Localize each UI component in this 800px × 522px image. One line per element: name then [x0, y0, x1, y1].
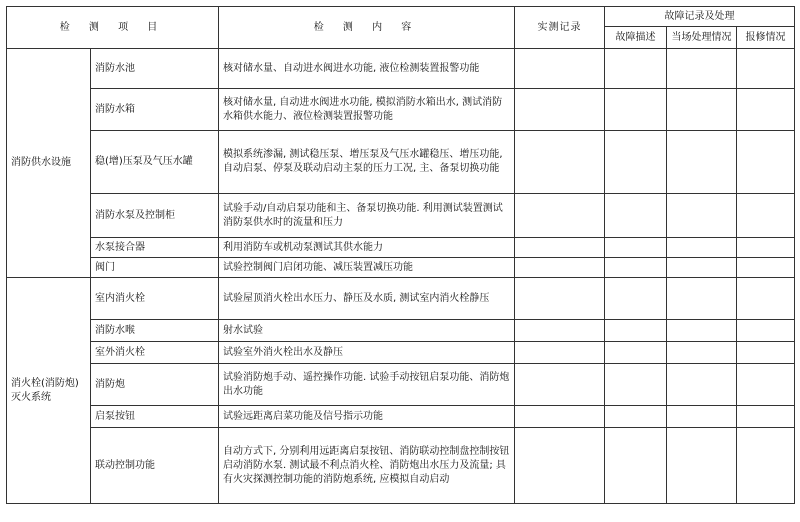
repair-cell[interactable]: [737, 364, 795, 406]
record-cell[interactable]: [515, 89, 605, 131]
onsite-cell[interactable]: [667, 406, 737, 428]
item-cell: 消防水喉: [91, 320, 219, 342]
repair-cell[interactable]: [737, 320, 795, 342]
header-fault-group: 故障记录及处理: [605, 7, 795, 27]
content-cell: 试验消防炮手动、遥控操作功能. 试验手动按钮启泵功能、消防炮出水功能: [219, 364, 515, 406]
content-cell: 射水试验: [219, 320, 515, 342]
header-repair: 报修情况: [737, 27, 795, 49]
repair-cell[interactable]: [737, 49, 795, 89]
record-cell[interactable]: [515, 49, 605, 89]
onsite-cell[interactable]: [667, 278, 737, 320]
header-content: 检 测 内 容: [219, 7, 515, 49]
header-item: 检 测 项 目: [7, 7, 219, 49]
content-cell: 核对储水量、自动进水阀进水功能, 液位检测装置报警功能: [219, 49, 515, 89]
onsite-cell[interactable]: [667, 364, 737, 406]
table-row: [7, 238, 795, 258]
item-cell: 消防水泵及控制柜: [91, 194, 219, 238]
content-cell: 自动方式下, 分别利用远距离启泵按钮、消防联动控制盘控制按钮启动消防水泵. 测试最不利点消火栓、消防炮出水压力及流量; 具有火灾探测控制功能的消防炮系统, 应模拟自动启动: [219, 428, 515, 504]
header-onsite: 当场处理情况: [667, 27, 737, 49]
table-row: [7, 49, 795, 89]
content-cell: 试验室外消火栓出水及静压: [219, 342, 515, 364]
fault-desc-cell[interactable]: [605, 89, 667, 131]
item-cell: 消防水箱: [91, 89, 219, 131]
record-cell[interactable]: [515, 194, 605, 238]
table-row: [7, 342, 795, 364]
repair-cell[interactable]: [737, 342, 795, 364]
record-cell[interactable]: [515, 342, 605, 364]
header-fault-desc: 故障描述: [605, 27, 667, 49]
repair-cell[interactable]: [737, 406, 795, 428]
fault-desc-cell[interactable]: [605, 320, 667, 342]
table-row: [7, 278, 795, 320]
content-cell: 核对储水量, 自动进水阀进水功能, 模拟消防水箱出水, 测试消防水箱供水能力、液位检测装置报警功能: [219, 89, 515, 131]
fault-desc-cell[interactable]: [605, 278, 667, 320]
content-cell: 试验控制阀门启闭功能、减压装置减压功能: [219, 258, 515, 278]
fault-desc-cell[interactable]: [605, 258, 667, 278]
content-cell: 试验远距离启菜功能及信号指示功能: [219, 406, 515, 428]
repair-cell[interactable]: [737, 194, 795, 238]
item-cell: 水泵接合器: [91, 238, 219, 258]
item-cell: 联动控制功能: [91, 428, 219, 504]
record-cell[interactable]: [515, 131, 605, 194]
table-row: [7, 89, 795, 131]
repair-cell[interactable]: [737, 428, 795, 504]
table-row: [7, 194, 795, 238]
item-cell: 阀门: [91, 258, 219, 278]
item-cell: 消防炮: [91, 364, 219, 406]
onsite-cell[interactable]: [667, 428, 737, 504]
table-row: [7, 428, 795, 504]
record-cell[interactable]: [515, 320, 605, 342]
content-cell: 模拟系统渗漏, 测试稳压泵、增压泵及气压水罐稳压、增压功能, 自动启泵、停泵及联动启动主泵的压力工况, 主、备泵切换功能: [219, 131, 515, 194]
record-cell[interactable]: [515, 238, 605, 258]
inspection-table: [6, 6, 795, 504]
content-cell: 试验手动/自动启泵功能和主、备泵切换功能. 利用测试装置测试消防泵供水时的流量和压力: [219, 194, 515, 238]
record-cell[interactable]: [515, 278, 605, 320]
content-cell: 试验屋顶消火栓出水压力、静压及水质, 测试室内消火栓静压: [219, 278, 515, 320]
fault-desc-cell[interactable]: [605, 238, 667, 258]
fault-desc-cell[interactable]: [605, 342, 667, 364]
item-cell: 稳(增)压泵及气压水罐: [91, 131, 219, 194]
repair-cell[interactable]: [737, 131, 795, 194]
onsite-cell[interactable]: [667, 320, 737, 342]
onsite-cell[interactable]: [667, 194, 737, 238]
record-cell[interactable]: [515, 258, 605, 278]
record-cell[interactable]: [515, 406, 605, 428]
repair-cell[interactable]: [737, 89, 795, 131]
fault-desc-cell[interactable]: [605, 131, 667, 194]
record-cell[interactable]: [515, 364, 605, 406]
fault-desc-cell[interactable]: [605, 406, 667, 428]
table-row: [7, 364, 795, 406]
table-row: [7, 131, 795, 194]
repair-cell[interactable]: [737, 278, 795, 320]
table-row: [7, 406, 795, 428]
table-row: [7, 320, 795, 342]
fault-desc-cell[interactable]: [605, 49, 667, 89]
item-cell: 消防水池: [91, 49, 219, 89]
record-cell[interactable]: [515, 428, 605, 504]
item-cell: 室外消火栓: [91, 342, 219, 364]
fault-desc-cell[interactable]: [605, 364, 667, 406]
onsite-cell[interactable]: [667, 49, 737, 89]
system-cell: 消火栓(消防炮)灭火系统: [7, 278, 91, 504]
onsite-cell[interactable]: [667, 89, 737, 131]
onsite-cell[interactable]: [667, 131, 737, 194]
onsite-cell[interactable]: [667, 342, 737, 364]
fault-desc-cell[interactable]: [605, 194, 667, 238]
system-cell: 消防供水设施: [7, 49, 91, 278]
content-cell: 利用消防车或机动泵测试其供水能力: [219, 238, 515, 258]
header-record: 实测记录: [515, 7, 605, 49]
fault-desc-cell[interactable]: [605, 428, 667, 504]
repair-cell[interactable]: [737, 238, 795, 258]
repair-cell[interactable]: [737, 258, 795, 278]
item-cell: 启泵按钮: [91, 406, 219, 428]
item-cell: 室内消火栓: [91, 278, 219, 320]
onsite-cell[interactable]: [667, 238, 737, 258]
table-row: [7, 258, 795, 278]
onsite-cell[interactable]: [667, 258, 737, 278]
